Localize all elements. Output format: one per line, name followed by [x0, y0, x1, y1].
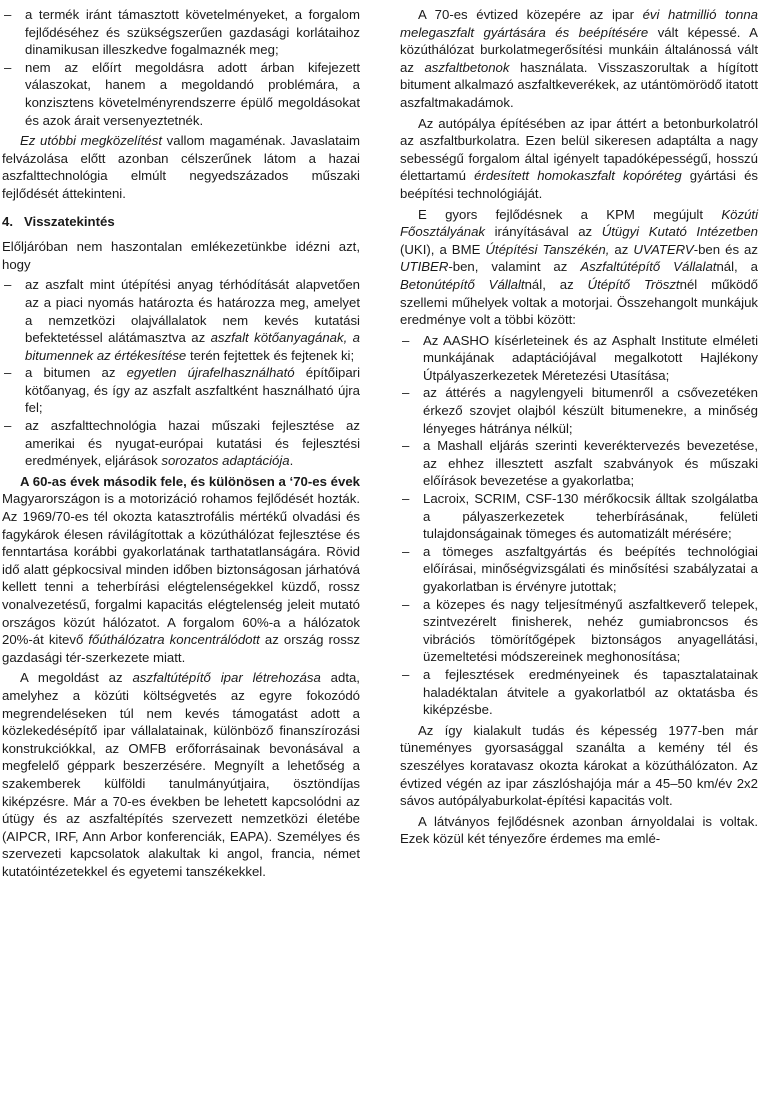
list-item: – nem az előírt megoldásra adott árban kifejezett válaszokat, hanem a megoldandó problémára, a konzisztens követelményrendszerre épülő megoldásokat és azok árait versenyeztetnék.: [2, 59, 360, 129]
paragraph-text: irányításával az: [485, 224, 602, 240]
list-text: .: [289, 453, 294, 469]
paragraph-solution: [2, 669, 360, 880]
paragraph-text: gyártási és beépítési technológiáját.: [400, 168, 758, 201]
paragraph-text: A megoldást az: [20, 670, 133, 686]
section-heading: [2, 213, 360, 231]
emphasis: érdesített homokaszfalt kopóréteg: [474, 168, 682, 184]
list-text: a bitumen az: [25, 365, 127, 381]
paragraph-text: vált képessé. A közúthálózat burkolatmegerősítési munkáin általánossá vált az: [400, 24, 758, 75]
paragraph-text: adta, amelyhez a közúti költségvetés az egyre fokozódó megrendeléseken túl nem kevés támogatást adott a közlekedésépítő ipar vállalatainak, különböző finanszírozási konstrukciókkal, az OMFB erőforrásainak bevonásával a megfelelő géppark beszerzésére. Megnyílt a lehetőség a szakemberek külföldi tanulmányútjaira, ösztöndíjas kiképzésre. Már a 70-es években be lehetett kapcsolódni az útügy és az aszfaltépítés szervezett nemzetközi életébe (AIPCR, IRF, Ann Arbor konferenciák, EAPA). Személyes és szervezeti kapcsolatok alakultak ki angol, francia, német kutatóintézetekkel és egyetemi tanszékekkel.: [2, 670, 360, 879]
list-item: – a Mashall eljárás szerinti keveréktervezés bevezetése, az ehhez illesztett aszfalt szabványok és műszaki előírások bevezetése a gyakorlatba;: [400, 437, 758, 490]
paragraph-text: E gyors fejlődésnek a KPM megújult: [418, 206, 722, 222]
list-item: – a tömeges aszfaltgyártás és beépítés technológiai előírásai, minőségvizsgálati és minősítési szabályzatai a gyakorlatban is érvényre jutottak;: [400, 543, 758, 596]
emphasis: Aszfaltútépítő Vállalat: [580, 259, 717, 275]
list-item: [2, 276, 360, 364]
list-text: az aszfalt mint útépítési anyag térhódítását alapvetően az a piaci nyomás határozta és határozza meg, amelyet a nemzetközi olajvállalatok nem kevés kutatási befektetéssel alátámasztva az: [25, 277, 360, 346]
paragraph-1977: Az így kialakult tudás és képesség 1977-ben már tüneményes gyorsasággal szanálta a kemény tél és szeszélyes koratavasz okozta károkat a közúthálózaton. Az évtized végén az ipar zászlóshajója már a 45–50 km/év 2x2 sávos autópályaburkolat-építési kapacitás volt.: [400, 722, 758, 809]
emphasis: Útépítő Tröszt: [587, 276, 680, 292]
paragraph-kpm: [400, 206, 758, 329]
emphasis: sorozatos adaptációja: [161, 453, 290, 469]
list-item: – az áttérés a nagylengyeli bitumenről a csővezetéken érkező szovjet olajból készült bitumenekre, a minőség lényeges hátránya nélkül;: [400, 384, 758, 437]
emphasis: Útügyi Kutató Intézetben: [601, 224, 758, 240]
intro-list: [2, 6, 360, 129]
emphasis: aszfaltútépítő ipar létrehozása: [132, 670, 321, 686]
paragraph-shadow: A látványos fejlődésnek azonban árnyoldalai is voltak. Ezek közül két tényezőre érdemes ma emlé-: [400, 813, 758, 847]
list-item: – a termék iránt támasztott követelményeket, a forgalom fejlődéséhez és szükségszerűen gazdasági korlátaihoz dinamikusan illeszkedve fogalmaznék meg;: [2, 6, 360, 59]
recall-list: [2, 276, 360, 470]
emphasis: UVATERV: [633, 241, 694, 257]
paragraph-text: -ben és az: [693, 241, 758, 257]
emphasis: aszfaltbetonok: [424, 59, 510, 75]
list-item: – a közepes és nagy teljesítményű aszfaltkeverő telepek, szintvezérelt finisherek, nehéz gumiabroncsos és vibrációs tömörítőgépek biztonságos anyagellátási, üzemeltetési módszereinek meghonosítása;: [400, 596, 758, 666]
paragraph-text: -ben, valamint az: [448, 259, 581, 275]
right-column: [400, 6, 758, 851]
emphasis: aszfalt kötőanyagának, a bitumennek az értékesítése: [25, 330, 360, 363]
emphasis: Közúti Főosztályának: [400, 206, 758, 240]
emphasis: Betonútépítő Vállalt: [400, 276, 525, 292]
emphasis: egyetlen újrafelhasználható: [126, 365, 295, 381]
list-text: terén fejtettek és fejtenek ki;: [186, 347, 355, 363]
paragraph-preface: Előljáróban nem haszontalan emlékezetünkbe idézni azt, hogy: [2, 239, 360, 272]
paragraph-text: Az autópálya építésében az ipar áttért a betonburkolatról az aszfaltburkolatra. Ezen belül sikeresen adaptálta a nagy sebességű forgalom által igényelt tapadóképességű, hosszú élettartamú: [400, 115, 758, 184]
section-title: Visszatekintés: [24, 213, 115, 229]
paragraph-text: az ország rossz gazdasági tér-szerkezete miatt.: [2, 632, 361, 665]
list-item: – Lacroix, SCRIM, CSF-130 mérőkocsik álltak szolgálatba a pályaszerkezetek teherbírásának, felületi tulajdonságainak tömeges és automatizált mérésére;: [400, 490, 758, 543]
paragraph-text: nál, a: [716, 259, 759, 275]
paragraph-text: A 70-es évtized közepére az ipar: [418, 7, 643, 22]
emphasis: Ez utóbbi megközelítést: [20, 133, 163, 149]
emphasis: évi hatmillió tonna melegaszfalt gyártására és beépítésére: [400, 7, 758, 40]
bold-lead: A 60-as évek második fele, és különösen a ‘70-es évek: [20, 473, 360, 489]
list-item: – a fejlesztések eredményeinek és tapasztalatainak haladéktalan átvitele a gyakorlatból az oktatásba és kiképzésbe.: [400, 666, 758, 719]
paragraph-text: vallom magaménak. Javaslataim felvázolása előtt azonban célszerűnek látom a hazai aszfalttechnológia elmúlt negyedszázados műszaki fejlődését áttekinteni.: [2, 133, 360, 201]
list-text: építőipari kötőanyag, és így az aszfalt aszfaltként használható újra fel;: [25, 365, 360, 416]
paragraph-text: (UKI), a BME: [400, 241, 486, 257]
emphasis: UTIBER: [400, 259, 449, 275]
left-column: [2, 6, 360, 884]
emphasis: Útépítési Tanszékén,: [485, 241, 610, 257]
paragraph-text: Magyarországon is a motorizáció rohamos fejlődését hozták. Az 1969/70-es tél okozta katasztrofális mértékű olvadási és fagykárok élesen rávilágítottak a közúthálózat fejlesztése és fenntartása korábbi gyakorlatának tarthatatlanságára. Rövid idő alatt gépkocsival minden időben biztonságosan járhatóvá kellett tenni a teherbírási elégtelenségekkel küzdő, rossz vonalvezetésű, forgalmi kapacitás elégtelenség jeleit mutató országos közút hálózatot. A forgalom 60%-a a hálózatok 20%-át kitevő: [2, 491, 360, 648]
paragraph-70s: [400, 6, 758, 112]
list-item: [2, 364, 360, 417]
paragraph-text: nál, az: [524, 276, 588, 292]
section-number: 4.: [2, 213, 13, 229]
paragraph-text: nél működő szellemi műhelyek voltak a motorjai. Összehangolt munkájuk eredménye volt a többi között:: [400, 276, 759, 328]
paragraph-text: az: [609, 241, 634, 257]
paragraph-text: használata. Visszaszorultak a hígított bitument alkalmazó aszfaltkeverékek, az utántömörödő itatott aszfaltmakadámok.: [400, 59, 758, 110]
list-text: az aszfalttechnológia hazai műszaki fejlesztése az amerikai és nyugat-európai kutatási és fejlesztési eredmények, eljárások: [25, 418, 360, 469]
achievements-list: [400, 332, 758, 719]
paragraph-sixties: [2, 473, 360, 667]
paragraph-motorway: [400, 115, 758, 203]
paragraph-approach: [2, 132, 360, 202]
emphasis: főúthálózatra koncentrálódott: [88, 632, 260, 648]
list-item: – Az AASHO kísérleteinek és az Asphalt Institute elméleti munkájának adaptációjával megalkotott Hajlékony Útpályaszerkezetek Méretezési Utasítása;: [400, 332, 758, 385]
list-item: [2, 417, 360, 470]
